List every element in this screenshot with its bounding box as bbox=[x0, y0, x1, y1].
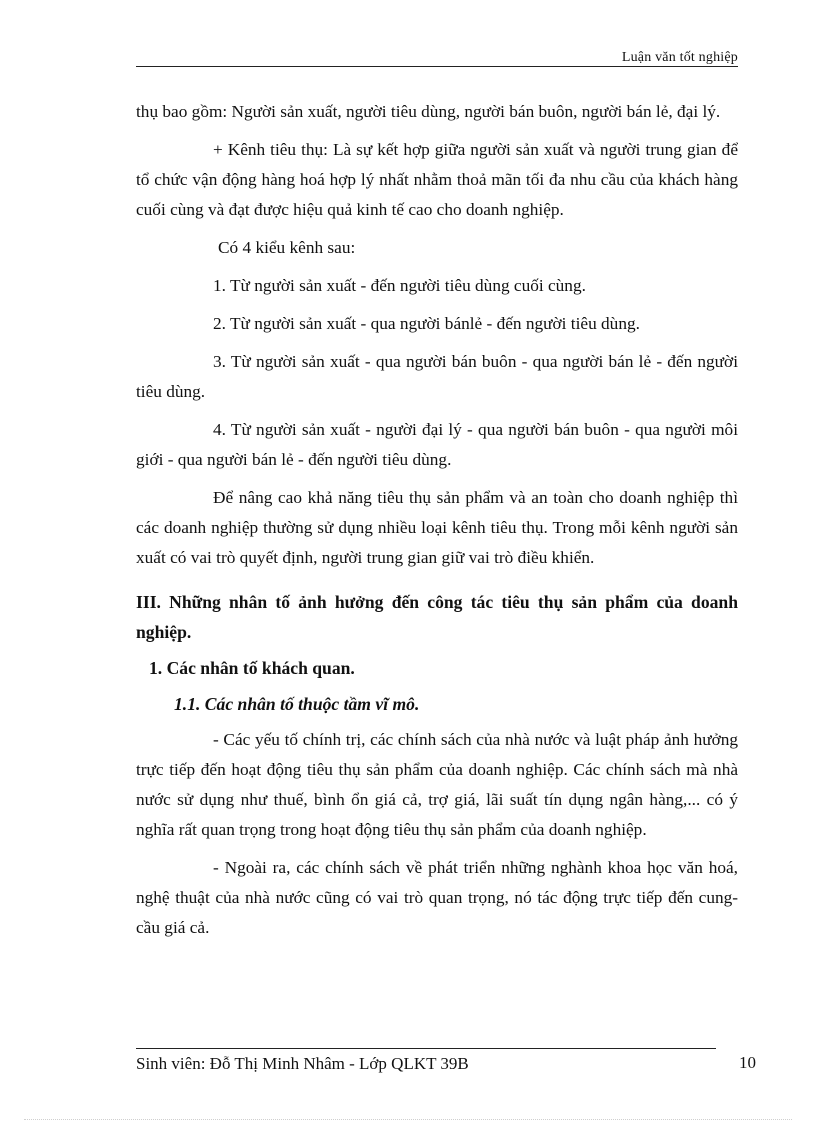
paragraph-channel-usage: Để nâng cao khả năng tiêu thụ sản phẩm và an toàn cho doanh nghiệp thì các doanh nghiệp thường sử dụng nhiều loại kênh tiêu thụ. Trong mỗi kênh người sản xuất có vai trò quyết định, người trung gian giữ vai trò điều khiển. bbox=[136, 488, 738, 567]
list-item: 1. Từ người sản xuất - đến người tiêu dùng cuối cùng. bbox=[213, 276, 586, 295]
section-heading: III. Những nhân tố ảnh hưởng đến công tác tiêu thụ sản phẩm của doanh nghiệp. bbox=[136, 592, 738, 642]
list-item: 4. Từ người sản xuất - người đại lý - qua người bán buôn - qua người môi giới - qua người bán lẻ - đến người tiêu dùng. bbox=[136, 420, 738, 469]
footer-student-info: Sinh viên: Đỗ Thị Minh Nhâm - Lớp QLKT 39B bbox=[136, 1054, 469, 1073]
header-divider bbox=[136, 66, 738, 67]
list-item: 2. Từ người sản xuất - qua người bánlẻ - đến người tiêu dùng. bbox=[213, 314, 640, 333]
document-body bbox=[136, 97, 738, 951]
page-number: 10 bbox=[739, 1053, 756, 1072]
paragraph-continued: thụ bao gồm: Người sản xuất, người tiêu dùng, người bán buôn, người bán lẻ, đại lý. bbox=[136, 102, 721, 121]
paragraph-other-policies: - Ngoài ra, các chính sách về phát triển những nghành khoa học văn hoá, nghệ thuật của nhà nước cũng có vai trò quan trọng, nó tác động trực tiếp đến cung- cầu giá cả. bbox=[136, 858, 738, 937]
list-item: 3. Từ người sản xuất - qua người bán buôn - qua người bán lẻ - đến người tiêu dùng. bbox=[136, 352, 738, 401]
running-header: Luận văn tốt nghiệp bbox=[621, 50, 738, 65]
paragraph-political-factors: - Các yếu tố chính trị, các chính sách của nhà nước và luật pháp ảnh hưởng trực tiếp đến hoạt động tiêu thụ sản phẩm của doanh nghiệp. Các chính sách mà nhà nước sử dụng như thuế, bình ổn giá cả, trợ giá, lãi suất tín dụng ngân hàng,... có ý nghĩa rất quan trọng trong hoạt động tiêu thụ sản phẩm của doanh nghiệp. bbox=[136, 730, 738, 839]
footer-divider bbox=[136, 1048, 716, 1049]
subsection-heading: 1. Các nhân tố khách quan. bbox=[149, 658, 355, 678]
paragraph-channel-definition: + Kênh tiêu thụ: Là sự kết hợp giữa người sản xuất và người trung gian để tổ chức vận động hàng hoá hợp lý nhất nhằm thoả mãn tối đa nhu cầu của khách hàng cuối cùng và đạt được hiệu quả kinh tế cao cho doanh nghiệp. bbox=[136, 140, 738, 219]
paragraph-channel-types-intro: Có 4 kiểu kênh sau: bbox=[218, 238, 356, 257]
page-boundary bbox=[24, 1119, 792, 1120]
subsubsection-heading: 1.1. Các nhân tố thuộc tầm vĩ mô. bbox=[174, 694, 420, 714]
